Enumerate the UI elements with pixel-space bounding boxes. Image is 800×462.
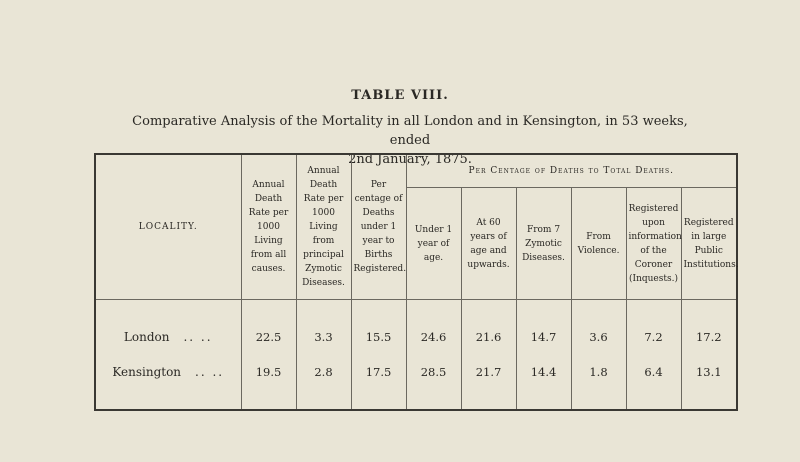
value-cell: 3.6	[571, 320, 626, 355]
table-row-london	[95, 320, 737, 355]
value-cell: 17.2	[681, 320, 737, 355]
value-cell: 24.6	[406, 320, 461, 355]
header-locality: LOCALITY.	[95, 154, 241, 300]
header-zymotic-rate: Annual Death Rate per 1000 Living from principal Zymotic Diseases.	[296, 154, 351, 300]
mortality-table	[94, 153, 738, 411]
value-cell: 1.8	[571, 355, 626, 390]
header-public-institutions: Registered in large Public Institutions.	[681, 188, 737, 300]
value-cell: 7.2	[626, 320, 681, 355]
value-cell: 6.4	[626, 355, 681, 390]
value-cell: 21.7	[461, 355, 516, 390]
subtitle-line-1: Comparative Analysis of the Mortality in all London and in Kensington, in 53 weeks, ended	[132, 114, 688, 148]
subtitle-line-2: 2nd January, 1875.	[348, 152, 472, 167]
header-60-and-upwards: At 60 years of age and upwards.	[461, 188, 516, 300]
value-cell: 15.5	[351, 320, 406, 355]
table-title: TABLE VIII.	[351, 88, 449, 103]
value-cell: 21.6	[461, 320, 516, 355]
value-cell: 14.4	[516, 355, 571, 390]
value-cell: 2.8	[296, 355, 351, 390]
header-under-1-year: Under 1 year of age.	[406, 188, 461, 300]
value-cell: 19.5	[241, 355, 296, 390]
header-deaths-under-1: Per centage of Deaths under 1 year to Births Registered.	[351, 154, 406, 300]
value-cell: 17.5	[351, 355, 406, 390]
table-row-kensington	[95, 355, 737, 390]
header-zymotic-diseases: From 7 Zymotic Diseases.	[516, 188, 571, 300]
value-cell: 22.5	[241, 320, 296, 355]
header-violence: From Violence.	[571, 188, 626, 300]
header-coroner: Registered upon information of the Coroner (Inquests.)	[626, 188, 681, 300]
value-cell: 13.1	[681, 355, 737, 390]
value-cell: 14.7	[516, 320, 571, 355]
header-group-percentage: Per Centage of Deaths to Total Deaths.	[406, 154, 737, 188]
locality-cell: Kensington .. ..	[95, 355, 241, 390]
value-cell: 3.3	[296, 320, 351, 355]
locality-cell: London .. ..	[95, 320, 241, 355]
value-cell: 28.5	[406, 355, 461, 390]
header-annual-death-rate: Annual Death Rate per 1000 Living from all causes.	[241, 154, 296, 300]
